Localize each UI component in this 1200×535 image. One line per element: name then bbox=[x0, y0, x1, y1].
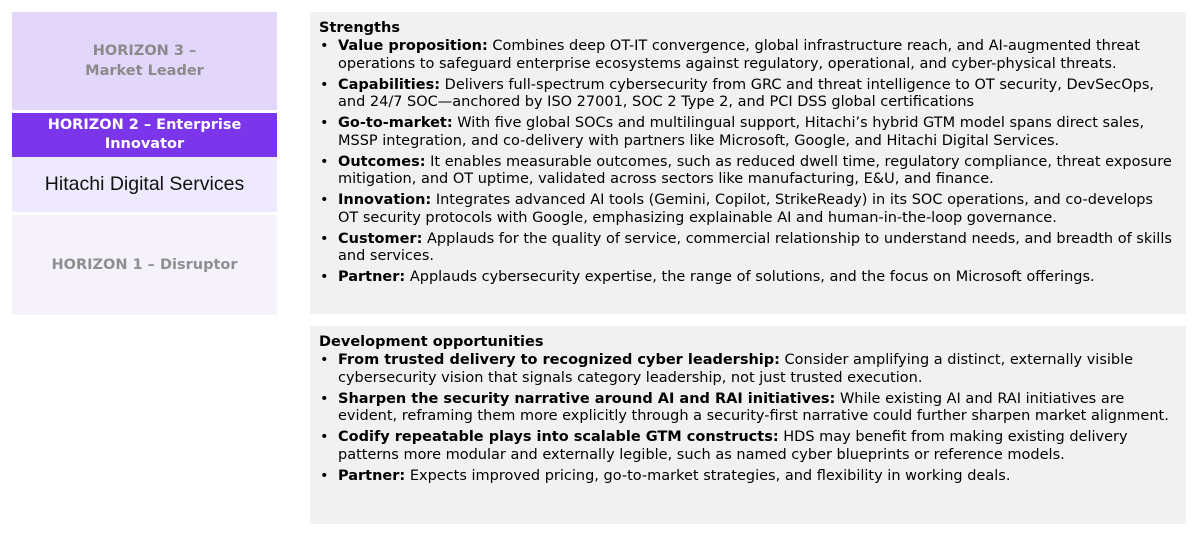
list-item bbox=[319, 115, 1176, 150]
item-lead: Outcomes: bbox=[338, 153, 426, 170]
list-item bbox=[319, 391, 1176, 426]
bullet-icon: • bbox=[320, 390, 329, 407]
horizon-stack bbox=[12, 12, 277, 315]
item-lead: Customer: bbox=[338, 230, 423, 247]
item-text: Consider amplifying a distinct, externally visible cybersecurity vision that signals category leadership, not just trusted execution. bbox=[338, 352, 1134, 386]
bullet-icon: • bbox=[320, 230, 329, 247]
list-item bbox=[319, 352, 1176, 387]
bullet-icon: • bbox=[320, 153, 329, 170]
item-lead: Value proposition: bbox=[338, 38, 488, 54]
item-text: Expects improved pricing, go-to-market strategies, and flexibility in working deals. bbox=[405, 467, 1011, 484]
item-lead: Capabilities: bbox=[338, 76, 441, 93]
bullet-icon: • bbox=[320, 38, 329, 54]
item-text: Applauds for the quality of service, commercial relationship to understand needs, and breadth of skills and services. bbox=[338, 230, 1172, 264]
item-text: Delivers full-spectrum cybersecurity from GRC and threat intelligence to OT security, DevSecOps, and 24/7 SOC—anchored by ISO 27001, SOC 2 Type 2, and PCI DSS global certifications bbox=[338, 76, 1154, 110]
item-lead: Partner: bbox=[338, 467, 406, 484]
horizon-2-sublabel: Innovator bbox=[104, 136, 185, 152]
item-text: Combines deep OT-IT convergence, global infrastructure reach, and AI-augmented threat operations to safeguard enterprise ecosystems against regulatory, operational, and cyber-physical threats. bbox=[338, 38, 1140, 72]
list-item bbox=[319, 154, 1176, 189]
bullet-icon: • bbox=[320, 192, 329, 208]
horizon-2-label: HORIZON 2 – Enterprise bbox=[47, 117, 242, 133]
item-text: It enables measurable outcomes, such as reduced dwell time, regulatory compliance, threat exposure mitigation, and OT uptime, validated across sectors like manufacturing, E&U, and finance. bbox=[338, 153, 1172, 187]
development-opportunities-panel bbox=[310, 326, 1186, 524]
bullet-icon: • bbox=[320, 352, 329, 368]
development-title: Development opportunities bbox=[319, 334, 544, 350]
horizon-1-label: HORIZON 1 – Disruptor bbox=[51, 257, 238, 273]
bullet-icon: • bbox=[320, 467, 329, 484]
horizon-2-enterprise-innovator bbox=[12, 113, 277, 157]
company-name-box bbox=[12, 157, 277, 212]
bullet-icon: • bbox=[320, 269, 329, 285]
item-lead: Codify repeatable plays into scalable GTM constructs: bbox=[338, 429, 779, 445]
horizon-3-sublabel: Market Leader bbox=[85, 63, 204, 79]
list-item bbox=[319, 38, 1176, 73]
strengths-title: Strengths bbox=[319, 20, 400, 36]
item-text: HDS may benefit from making existing delivery patterns more modular and externally legible, such as named cyber blueprints or reference models. bbox=[338, 429, 1128, 463]
list-item bbox=[319, 468, 1176, 486]
list-item bbox=[319, 429, 1176, 464]
list-item bbox=[319, 231, 1176, 266]
list-item bbox=[319, 192, 1176, 227]
strengths-panel bbox=[310, 12, 1186, 314]
horizon-3-label: HORIZON 3 – bbox=[92, 43, 197, 59]
horizon-3-market-leader bbox=[12, 12, 277, 110]
bullet-icon: • bbox=[320, 115, 329, 131]
company-name: Hitachi Digital Services bbox=[44, 173, 245, 195]
item-lead: From trusted delivery to recognized cyber leadership: bbox=[338, 352, 780, 368]
item-text: Applauds cybersecurity expertise, the range of solutions, and the focus on Microsoft offerings. bbox=[405, 269, 1095, 285]
strengths-list bbox=[319, 38, 1176, 287]
development-list bbox=[319, 352, 1176, 485]
item-lead: Go-to-market: bbox=[338, 115, 453, 131]
item-text: Integrates advanced AI tools (Gemini, Copilot, StrikeReady) in its SOC operations, and co-develops OT security protocols with Google, emphasizing explainable AI and human-in-the-loop governance. bbox=[338, 192, 1153, 226]
list-item bbox=[319, 77, 1176, 112]
item-lead: Innovation: bbox=[338, 192, 432, 208]
item-lead: Sharpen the security narrative around AI and RAI initiatives: bbox=[338, 390, 836, 407]
item-text: While existing AI and RAI initiatives are evident, reframing them more explicitly through a security-first narrative could further sharpen market alignment. bbox=[338, 390, 1169, 424]
item-lead: Partner: bbox=[338, 269, 406, 285]
bullet-icon: • bbox=[320, 429, 329, 445]
list-item bbox=[319, 269, 1176, 287]
horizon-1-disruptor bbox=[12, 215, 277, 315]
bullet-icon: • bbox=[320, 76, 329, 93]
item-text: With five global SOCs and multilingual support, Hitachi’s hybrid GTM model spans direct sales, MSSP integration, and co-delivery with partners like Microsoft, Google, and Hitachi Digital Services. bbox=[338, 115, 1145, 149]
